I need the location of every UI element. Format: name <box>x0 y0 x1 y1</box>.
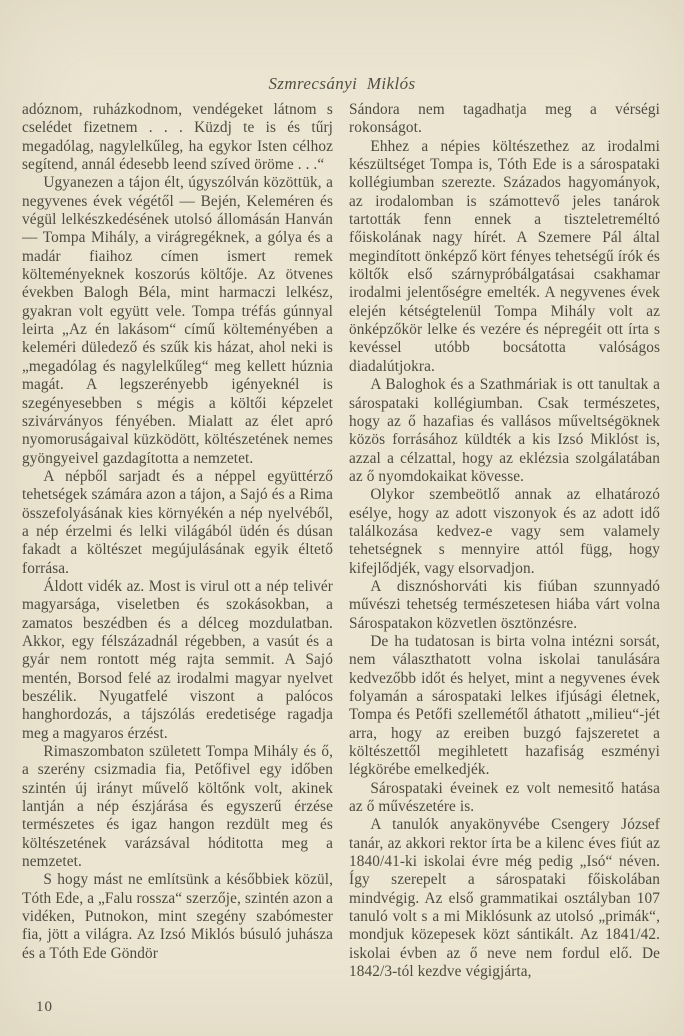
right-column <box>349 101 660 982</box>
paragraph: De ha tudatosan is birta volna intézni sorsát, nem választhatott volna iskolai tanulására kedvezőbb időt és helyet, mint a negyvenes évek folyamán a sárospataki lelkes ifjúsági életnek, Tompa és Petőfi szellemétől áthatott „milieu“-jét arra, hogy az ereiben buzgó fajszeretet a költészettől megihletett hazafiság eszményi légkörébe emelkedjék. <box>349 632 660 779</box>
paragraph: A tanulók anyakönyvébe Csengery József tanár, az akkori rektor írta be a kilenc éves fiút az 1840/41-ki iskolai évre még pedig „Isó“ néven. Így szerepelt a sárospataki főiskolában mindvégig. Az első grammatikai osztályban 107 tanuló volt s a mi Miklósunk az utolsó „primák“, mondjuk közepesek közt sántikált. Az 1841/42. iskolai évben az ő neve nem fordul elő. De 1842/3-tól kezdve végigjárta, <box>349 816 660 981</box>
paragraph: S hogy mást ne említsünk a későbbiek közül, Tóth Ede, a „Falu rossza“ szerzője, szintén azon a vidéken, Putnokon, mint szegény szabómester fia, jött a világra. Az Izsó Miklós búsuló juhásza és a Tóth Ede Göndör <box>22 871 333 962</box>
paragraph: A disznóshorváti kis fiúban szunnyadó művészi tehetség természetesen hiába várt volna Sárospatakon közvetlen ösztönzésre. <box>349 577 660 632</box>
paragraph: Rimaszombaton született Tompa Mihály és ő, a szerény csizmadia fia, Petőfivel egy időben szintén új irányt művelő költőnk volt, akinek lantján a nép észjárása és egyszerű érzése természetes és igaz hangon rezdült meg és költészetének varázsával hóditotta meg a nemzetet. <box>22 743 333 871</box>
paragraph: Sándora nem tagadhatja meg a vérségi rokonságot. <box>349 101 660 137</box>
paragraph: A népből sarjadt és a néppel együttérző tehetségek számára azon a tájon, a Sajó és a Rima összefolyásának kies környékén a nép nyelvéből, a nép érzelmi és lelki világából üdén és dúsan fakadt a költészet megújulásának egyik éltető forrása. <box>22 467 333 577</box>
page-number: 10 <box>36 999 53 1015</box>
paragraph: Olykor szembeötlő annak az elhatározó esélye, hogy az adott viszonyok és az adott idő találkozása kedvez-e vagy sem valamely tehetségnek s mennyire attól függ, hogy kifejlődjék, vagy elsorvadjon. <box>349 486 660 577</box>
running-head: Szmrecsányi Miklós <box>268 74 416 93</box>
paragraph: A Baloghok és a Szathmáriak is ott tanultak a sárospataki kollégiumban. Csak természetes, hogy az ő hazafias és vallásos műveltségöknek közös forrásához küldték a kis Izsó Miklóst is, azzal a célzattal, hogy az eklézsia szolgálatában az ő nyomdokaikat kövesse. <box>349 376 660 485</box>
paragraph: Ugyanezen a tájon élt, úgyszólván közöttük, a negyvenes évek végétől — Bején, Keleméren és végül lelkészkedésének utolsó állomásán Hanván — Tompa Mihály, a virágregéknek, a gólya és a madár fiaihoz címen ismert remek költeményeknek koszorús költője. Az ötvenes években Balogh Béla, mint harmaczi lelkész, gyakran volt együtt vele. Tompa tréfás gúnnyal leirta „Az én lakásom“ című költeményében a keleméri düledező és szűk kis házat, ahol neki is „megadólag és nagylelkűleg“ meg kellett húznia magát. A legszerényebb igényeknél is szegényesebben s mégis a költői képzelet szivárványos fényében. Mialatt az élet apró nyomoruságaival küzködött, költészetének nemes gyöngyeivel gazdagította a nemzetet. <box>22 174 333 467</box>
left-column <box>22 101 333 982</box>
text-columns <box>22 101 660 982</box>
paragraph: Sárospataki éveinek ez volt nemesitő hatása az ő művészetére is. <box>349 779 660 816</box>
paragraph: Ehhez a népies költészethez az irodalmi készültséget Tompa is, Tóth Ede is a sárospataki kollégiumban szerezte. Százados hagyományok, az irodalomban is számottevő jeles tanárok tartották fenn ennek a tiszteletreméltó főiskolának nagy hírét. A Szemere Pál által megindított önképző kört fényes tehetségű írók és költők első szárnypróbálgatásai csakhamar irodalmi jelentőségre emelték. A negyvenes évek elején kétségtelenül Tompa Mihály volt az önképzőkör lelke és vezére és népregéit ott írta s kevéssel utóbb bocsátotta valóságos diadalútjokra. <box>349 137 660 375</box>
paragraph: Áldott vidék az. Most is virul ott a nép telivér magyarsága, viseletben és szokásokban, a zamatos beszédben és a délceg mozdulatban. Akkor, egy félszázadnál régebben, a vasút és a gyár nem rontott még rajta semmit. A Sajó mentén, Borsod felé az irodalmi magyar nyelvet beszélik. Nyugatfelé viszont a palócos hanghordozás, a tájszólás eredetisége ragadja meg a magyaros érzést. <box>22 577 333 742</box>
paragraph: adóznom, ruházkodnom, vendégeket látnom s cselédet fizetnem . . . Küzdj te is és tűrj megadólag, nagylelkűleg, ha egykor Isten célhoz segítend, annál édesebb leend szíved öröme . . .“ <box>22 101 333 174</box>
